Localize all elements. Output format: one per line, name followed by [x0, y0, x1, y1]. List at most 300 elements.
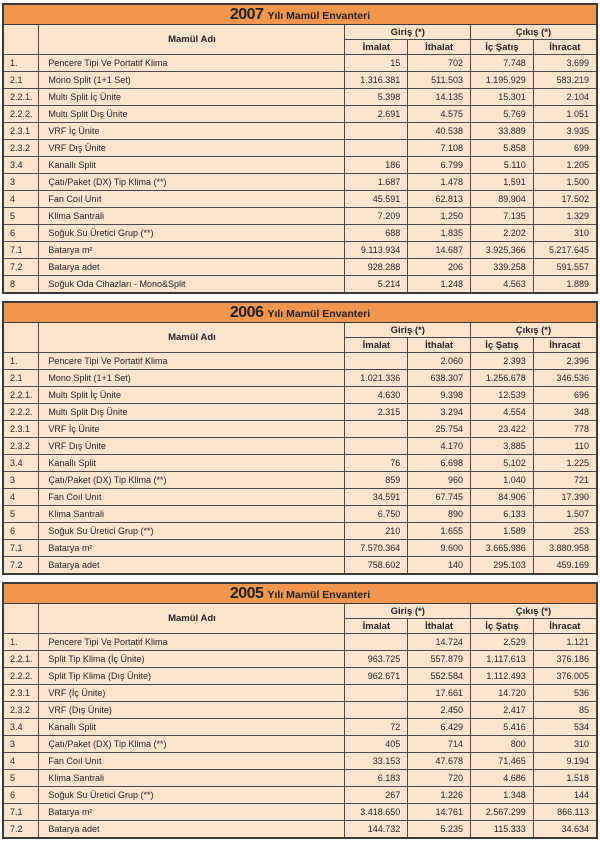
- cell-imalat: 688: [345, 225, 408, 242]
- cell-imalat: 34.591: [345, 489, 408, 506]
- cell-ithalat: 720: [408, 770, 471, 787]
- cell-ihracat: 866.113: [533, 804, 596, 821]
- cell-ithalat: 14.761: [408, 804, 471, 821]
- table-row: [4, 353, 596, 370]
- col-ithalat-header: İthalat: [408, 40, 471, 55]
- cell-no: 1.: [4, 353, 39, 370]
- cell-imalat: 1.316.381: [345, 72, 408, 89]
- cell-ic-satis: 800: [470, 736, 533, 753]
- cell-ic-satis: 33.889: [470, 123, 533, 140]
- cell-ihracat: 144: [533, 787, 596, 804]
- cell-no: 5: [4, 208, 39, 225]
- cell-name: Multı Split İç Ünite: [39, 89, 345, 106]
- col-ic-satis-header: İç Şatış: [470, 338, 533, 353]
- cell-no: 4: [4, 489, 39, 506]
- cell-imalat: 2.315: [345, 404, 408, 421]
- cell-ihracat: 3.699: [533, 55, 596, 72]
- cell-ithalat: 702: [408, 55, 471, 72]
- cell-no: 2.3.2: [4, 702, 39, 719]
- cell-ihracat: 17.390: [533, 489, 596, 506]
- cell-ihracat: 346.536: [533, 370, 596, 387]
- cell-no: 7.1: [4, 242, 39, 259]
- cell-name: Soğuk Su Üretici Grup (**): [39, 787, 345, 804]
- cell-ihracat: 3.935: [533, 123, 596, 140]
- cell-ithalat: 14.724: [408, 634, 471, 651]
- col-mamul-adi-header: Mamül Adı: [39, 323, 345, 353]
- table-row: [4, 157, 596, 174]
- cell-ithalat: 47.678: [408, 753, 471, 770]
- cell-ithalat: 2.060: [408, 353, 471, 370]
- cell-imalat: 859: [345, 472, 408, 489]
- cell-name: Soğuk Oda Cihazları - Mono&Split: [39, 276, 345, 293]
- table-row: [4, 821, 596, 838]
- col-ihracat-header: İhracat: [533, 338, 596, 353]
- cell-ic-satis: 6.133: [470, 506, 533, 523]
- table-row: [4, 55, 596, 72]
- table-year: 2005: [229, 585, 264, 602]
- cell-ic-satis: 2.529: [470, 634, 533, 651]
- cell-ithalat: 2.450: [408, 702, 471, 719]
- cell-ihracat: 1.889: [533, 276, 596, 293]
- cell-imalat: [345, 421, 408, 438]
- cell-name: VRF Dış Ünite: [39, 140, 345, 157]
- cell-ic-satis: 84.906: [470, 489, 533, 506]
- cell-no: 4: [4, 753, 39, 770]
- cell-name: Batarya adet: [39, 259, 345, 276]
- table-row: [4, 387, 596, 404]
- cell-no: 3.4: [4, 157, 39, 174]
- col-imalat-header: İmalat: [345, 338, 408, 353]
- cell-imalat: 4.630: [345, 387, 408, 404]
- cell-ic-satis: 1.195.929: [470, 72, 533, 89]
- table-title-band-2007: [4, 5, 596, 25]
- cell-no: 2.3.1: [4, 123, 39, 140]
- cell-no: 2.2.1.: [4, 387, 39, 404]
- table-row: [4, 506, 596, 523]
- table-row: [4, 72, 596, 89]
- cell-ithalat: 9.398: [408, 387, 471, 404]
- cell-ic-satis: 339.258: [470, 259, 533, 276]
- cell-ihracat: 5.217.645: [533, 242, 596, 259]
- cell-no: 7.1: [4, 804, 39, 821]
- cell-name: Multı Split Dış Ünite: [39, 404, 345, 421]
- cell-ithalat: 4.575: [408, 106, 471, 123]
- cell-name: Soğuk Su Üretici Grup (**): [39, 523, 345, 540]
- cell-no: 5: [4, 770, 39, 787]
- table-row: [4, 140, 596, 157]
- cell-ic-satis: 1.348: [470, 787, 533, 804]
- cell-ic-satis: 4.563: [470, 276, 533, 293]
- cell-imalat: 928.288: [345, 259, 408, 276]
- cell-imalat: 758.602: [345, 557, 408, 574]
- table-title-band-2005: [4, 584, 596, 604]
- cell-imalat: [345, 123, 408, 140]
- cell-no: 2.2.2.: [4, 404, 39, 421]
- cell-name: Pencere Tipi Ve Portatif Klima: [39, 634, 345, 651]
- cell-ithalat: 206: [408, 259, 471, 276]
- col-cikis-header: Çıkış (*): [470, 323, 596, 338]
- cell-ihracat: 459.169: [533, 557, 596, 574]
- table-row: [4, 557, 596, 574]
- cell-imalat: 15: [345, 55, 408, 72]
- cell-no: 2.2.1.: [4, 651, 39, 668]
- inventory-grid-2007: [4, 25, 596, 292]
- cell-name: Fan Coıl Unıt: [39, 753, 345, 770]
- cell-imalat: 1.687: [345, 174, 408, 191]
- cell-imalat: [345, 353, 408, 370]
- cell-no: 2.2.2.: [4, 668, 39, 685]
- cell-ihracat: 110: [533, 438, 596, 455]
- cell-ithalat: 6.429: [408, 719, 471, 736]
- cell-ic-satis: 4.554: [470, 404, 533, 421]
- cell-imalat: [345, 634, 408, 651]
- cell-ithalat: 1.226: [408, 787, 471, 804]
- cell-ihracat: 1.225: [533, 455, 596, 472]
- cell-name: Mono Split (1+1 Set): [39, 72, 345, 89]
- cell-ic-satis: 3.925.366: [470, 242, 533, 259]
- table-row: [4, 804, 596, 821]
- col-giris-header: Giriş (*): [345, 25, 471, 40]
- cell-imalat: [345, 438, 408, 455]
- cell-ihracat: 2.396: [533, 353, 596, 370]
- cell-name: Klima Santrali: [39, 506, 345, 523]
- cell-ithalat: 7.108: [408, 140, 471, 157]
- cell-ic-satis: 5.110: [470, 157, 533, 174]
- table-row: [4, 634, 596, 651]
- cell-ihracat: 778: [533, 421, 596, 438]
- cell-no: 2.1: [4, 370, 39, 387]
- table-title-band-2006: [4, 303, 596, 323]
- cell-no: 2.3.1: [4, 685, 39, 702]
- col-ihracat-header: İhracat: [533, 619, 596, 634]
- cell-ic-satis: 12.539: [470, 387, 533, 404]
- table-row: [4, 685, 596, 702]
- cell-ithalat: 3.294: [408, 404, 471, 421]
- table-row: [4, 191, 596, 208]
- cell-name: Klima Santrali: [39, 208, 345, 225]
- cell-name: VRF İç Ünite: [39, 421, 345, 438]
- col-ithalat-header: İthalat: [408, 338, 471, 353]
- cell-imalat: 6.750: [345, 506, 408, 523]
- cell-ihracat: 583.219: [533, 72, 596, 89]
- table-row: [4, 123, 596, 140]
- cell-ithalat: 1.478: [408, 174, 471, 191]
- table-row: [4, 438, 596, 455]
- cell-no: 2.3.2: [4, 438, 39, 455]
- cell-ic-satis: 5.102: [470, 455, 533, 472]
- cell-ihracat: 348: [533, 404, 596, 421]
- cell-name: Multı Split Dış Ünite: [39, 106, 345, 123]
- cell-no: 8: [4, 276, 39, 293]
- table-year: 2006: [229, 304, 264, 321]
- cell-ithalat: 14.687: [408, 242, 471, 259]
- table-row: [4, 702, 596, 719]
- cell-no: 2.3.1: [4, 421, 39, 438]
- col-cikis-header: Çıkış (*): [470, 25, 596, 40]
- cell-ihracat: 1.329: [533, 208, 596, 225]
- cell-ihracat: 1.518: [533, 770, 596, 787]
- cell-ihracat: 591.557: [533, 259, 596, 276]
- cell-no: 6: [4, 225, 39, 242]
- cell-ihracat: 699: [533, 140, 596, 157]
- cell-ic-satis: 3.885: [470, 438, 533, 455]
- cell-ithalat: 960: [408, 472, 471, 489]
- cell-no: 1.: [4, 55, 39, 72]
- cell-ihracat: 85: [533, 702, 596, 719]
- cell-ic-satis: 2.393: [470, 353, 533, 370]
- cell-ic-satis: 1.112.493: [470, 668, 533, 685]
- cell-no: 5: [4, 506, 39, 523]
- cell-name: VRF İç Ünite: [39, 123, 345, 140]
- cell-ihracat: 721: [533, 472, 596, 489]
- cell-imalat: 186: [345, 157, 408, 174]
- cell-ihracat: 3.880.958: [533, 540, 596, 557]
- cell-imalat: 2.691: [345, 106, 408, 123]
- table-row: [4, 753, 596, 770]
- cell-name: Batarya adet: [39, 557, 345, 574]
- table-row: [4, 651, 596, 668]
- cell-ic-satis: 71.465: [470, 753, 533, 770]
- cell-ic-satis: 7.748: [470, 55, 533, 72]
- col-no-header: [4, 25, 39, 55]
- cell-imalat: 9.113.934: [345, 242, 408, 259]
- cell-imalat: [345, 702, 408, 719]
- table-row: [4, 225, 596, 242]
- table-row: [4, 421, 596, 438]
- cell-imalat: 962.671: [345, 668, 408, 685]
- table-row: [4, 736, 596, 753]
- table-row: [4, 404, 596, 421]
- table-row: [4, 770, 596, 787]
- cell-ithalat: 17.661: [408, 685, 471, 702]
- col-ic-satis-header: İç Şatış: [470, 40, 533, 55]
- col-mamul-adi-header: Mamül Adı: [39, 25, 345, 55]
- table-title-text: Yılı Mamül Envanteri: [267, 10, 371, 22]
- cell-ihracat: 1.121: [533, 634, 596, 651]
- cell-ithalat: 6.799: [408, 157, 471, 174]
- table-title-text: Yılı Mamül Envanteri: [267, 308, 371, 320]
- table-row: [4, 370, 596, 387]
- cell-ic-satis: 1.591: [470, 174, 533, 191]
- cell-ic-satis: 7.135: [470, 208, 533, 225]
- cell-ic-satis: 5.416: [470, 719, 533, 736]
- cell-ic-satis: 4.686: [470, 770, 533, 787]
- cell-no: 6: [4, 523, 39, 540]
- cell-ithalat: 6.698: [408, 455, 471, 472]
- col-no-header: [4, 323, 39, 353]
- cell-name: VRF (Dış Ünite): [39, 702, 345, 719]
- cell-ihracat: 1.500: [533, 174, 596, 191]
- cell-ithalat: 1.248: [408, 276, 471, 293]
- cell-ithalat: 890: [408, 506, 471, 523]
- cell-ithalat: 140: [408, 557, 471, 574]
- cell-name: Batarya m²: [39, 804, 345, 821]
- cell-ihracat: 310: [533, 736, 596, 753]
- cell-no: 6: [4, 787, 39, 804]
- cell-ic-satis: 3.665.986: [470, 540, 533, 557]
- cell-imalat: 5.214: [345, 276, 408, 293]
- cell-ihracat: 2.104: [533, 89, 596, 106]
- cell-imalat: 210: [345, 523, 408, 540]
- cell-ic-satis: 14.720: [470, 685, 533, 702]
- cell-ihracat: 376.186: [533, 651, 596, 668]
- cell-name: Çatı/Paket (DX) Tip Klima (**): [39, 736, 345, 753]
- table-row: [4, 540, 596, 557]
- cell-ithalat: 14.135: [408, 89, 471, 106]
- cell-ihracat: 536: [533, 685, 596, 702]
- cell-ic-satis: 1.589: [470, 523, 533, 540]
- table-row: [4, 668, 596, 685]
- cell-no: 1.: [4, 634, 39, 651]
- cell-name: Çatı/Paket (DX) Tip Klima (**): [39, 472, 345, 489]
- cell-ihracat: 253: [533, 523, 596, 540]
- cell-name: Batarya m²: [39, 242, 345, 259]
- cell-ic-satis: 115.333: [470, 821, 533, 838]
- cell-ithalat: 62.813: [408, 191, 471, 208]
- cell-imalat: 963.725: [345, 651, 408, 668]
- table-row: [4, 523, 596, 540]
- table-row: [4, 89, 596, 106]
- cell-ic-satis: 2.202: [470, 225, 533, 242]
- cell-no: 3: [4, 174, 39, 191]
- cell-ihracat: 1.051: [533, 106, 596, 123]
- cell-ithalat: 552.584: [408, 668, 471, 685]
- cell-ic-satis: 23.422: [470, 421, 533, 438]
- inventory-table-2007: [2, 3, 598, 294]
- cell-imalat: 3.418.650: [345, 804, 408, 821]
- cell-imalat: 267: [345, 787, 408, 804]
- cell-ihracat: 17.502: [533, 191, 596, 208]
- col-ithalat-header: İthalat: [408, 619, 471, 634]
- cell-ithalat: 9.600: [408, 540, 471, 557]
- cell-name: VRF Dış Ünite: [39, 438, 345, 455]
- col-giris-header: Giriş (*): [345, 323, 471, 338]
- table-row: [4, 276, 596, 293]
- table-year: 2007: [229, 6, 264, 23]
- cell-no: 3.4: [4, 455, 39, 472]
- cell-ithalat: 4.170: [408, 438, 471, 455]
- cell-no: 4: [4, 191, 39, 208]
- cell-imalat: 7.209: [345, 208, 408, 225]
- cell-ithalat: 1.250: [408, 208, 471, 225]
- cell-imalat: 72: [345, 719, 408, 736]
- cell-name: Batarya m²: [39, 540, 345, 557]
- table-row: [4, 208, 596, 225]
- cell-ithalat: 5.235: [408, 821, 471, 838]
- cell-ithalat: 557.879: [408, 651, 471, 668]
- cell-name: Pencere Tipi Ve Portatif Klima: [39, 55, 345, 72]
- cell-ic-satis: 5.769: [470, 106, 533, 123]
- table-title-text: Yılı Mamül Envanteri: [267, 589, 371, 601]
- cell-no: 3.4: [4, 719, 39, 736]
- cell-no: 2.1: [4, 72, 39, 89]
- inventory-grid-2006: [4, 323, 596, 573]
- col-ic-satis-header: İç Şatış: [470, 619, 533, 634]
- cell-no: 3: [4, 736, 39, 753]
- cell-no: 7.2: [4, 557, 39, 574]
- table-row: [4, 106, 596, 123]
- cell-ihracat: 1.507: [533, 506, 596, 523]
- cell-name: Fan Coıl Unıt: [39, 191, 345, 208]
- col-ihracat-header: İhracat: [533, 40, 596, 55]
- cell-imalat: 33.153: [345, 753, 408, 770]
- table-row: [4, 455, 596, 472]
- cell-imalat: 144.732: [345, 821, 408, 838]
- cell-ic-satis: 295.103: [470, 557, 533, 574]
- cell-ihracat: 1.205: [533, 157, 596, 174]
- cell-imalat: [345, 685, 408, 702]
- cell-ic-satis: 89.904: [470, 191, 533, 208]
- cell-ihracat: 376.005: [533, 668, 596, 685]
- table-row: [4, 719, 596, 736]
- cell-ic-satis: 5.858: [470, 140, 533, 157]
- cell-name: VRF (İç Ünite): [39, 685, 345, 702]
- cell-ic-satis: 1.040: [470, 472, 533, 489]
- cell-imalat: 5.398: [345, 89, 408, 106]
- col-giris-header: Giriş (*): [345, 604, 471, 619]
- cell-ihracat: 696: [533, 387, 596, 404]
- cell-ithalat: 714: [408, 736, 471, 753]
- col-imalat-header: İmalat: [345, 619, 408, 634]
- col-mamul-adi-header: Mamül Adı: [39, 604, 345, 634]
- inventory-table-2006: [2, 301, 598, 575]
- inventory-grid-2005: [4, 604, 596, 837]
- cell-name: Mono Split (1+1 Set): [39, 370, 345, 387]
- cell-imalat: 45.591: [345, 191, 408, 208]
- cell-name: Kanallı Split: [39, 455, 345, 472]
- cell-name: Pencere Tipi Ve Portatif Klima: [39, 353, 345, 370]
- cell-imalat: 7.570.364: [345, 540, 408, 557]
- table-row: [4, 787, 596, 804]
- col-cikis-header: Çıkış (*): [470, 604, 596, 619]
- cell-ihracat: 534: [533, 719, 596, 736]
- cell-ithalat: 67.745: [408, 489, 471, 506]
- cell-imalat: 405: [345, 736, 408, 753]
- cell-ithalat: 40.538: [408, 123, 471, 140]
- cell-ic-satis: 2.567.299: [470, 804, 533, 821]
- cell-imalat: 6.183: [345, 770, 408, 787]
- cell-ic-satis: 15.301: [470, 89, 533, 106]
- cell-ithalat: 638.307: [408, 370, 471, 387]
- inventory-table-2005: [2, 582, 598, 839]
- cell-ic-satis: 1.256.678: [470, 370, 533, 387]
- cell-name: Split Tip Klima (İç Ünite): [39, 651, 345, 668]
- cell-no: 2.2.1.: [4, 89, 39, 106]
- cell-imalat: 76: [345, 455, 408, 472]
- table-row: [4, 472, 596, 489]
- col-no-header: [4, 604, 39, 634]
- cell-ihracat: 34.634: [533, 821, 596, 838]
- cell-ic-satis: 2.417: [470, 702, 533, 719]
- cell-no: 7.2: [4, 259, 39, 276]
- table-row: [4, 242, 596, 259]
- table-row: [4, 489, 596, 506]
- col-imalat-header: İmalat: [345, 40, 408, 55]
- cell-ithalat: 511.503: [408, 72, 471, 89]
- cell-name: Multı Split İç Ünite: [39, 387, 345, 404]
- cell-ihracat: 310: [533, 225, 596, 242]
- cell-no: 7.1: [4, 540, 39, 557]
- cell-ic-satis: 1.117.613: [470, 651, 533, 668]
- cell-imalat: 1.021.336: [345, 370, 408, 387]
- cell-name: Kanallı Split: [39, 719, 345, 736]
- cell-name: Soğuk Su Üretici Grup (**): [39, 225, 345, 242]
- cell-name: Kanallı Split: [39, 157, 345, 174]
- cell-imalat: [345, 140, 408, 157]
- cell-no: 7.2: [4, 821, 39, 838]
- cell-ithalat: 1.835: [408, 225, 471, 242]
- cell-no: 3: [4, 472, 39, 489]
